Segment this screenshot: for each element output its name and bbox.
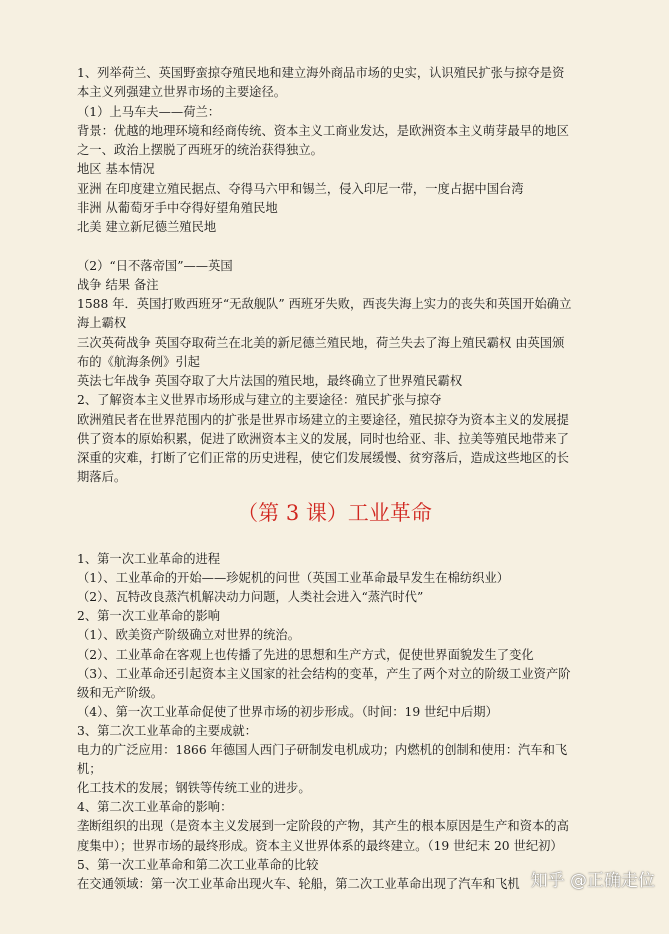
text-line: 背景：优越的地理环境和经商传统、资本主义工商业发达，是欧洲资本主义萌芽最早的地区	[77, 123, 569, 138]
text-line: （1）上马车夫——荷兰：	[77, 104, 221, 119]
text-line: 4、第二次工业革命的影响：	[77, 800, 233, 815]
text-line: （2）“日不落帝国”——英国	[77, 258, 233, 273]
text-line: （3）、工业革命还引起资本主义国家的社会结构的变革，产生了两个对立的阶级工业资产阶	[77, 666, 571, 681]
zhihu-watermark: 知乎 @正确走位	[530, 871, 655, 891]
text-line: 5、第一次工业革命和第二次工业革命的比较	[77, 857, 319, 872]
text-line: 机；	[77, 762, 102, 777]
text-line: 本主义列强建立世界市场的主要途径。	[77, 85, 287, 100]
text-line: 非洲 从葡萄牙手中夺得好望角殖民地	[77, 200, 278, 215]
text-line: （1）、欧美资产阶级确立对世界的统治。	[77, 628, 301, 643]
text-line: 深重的灾难，打断了它们正常的历史进程，使它们发展缓慢、贫穷落后，造成这些地区的长	[77, 451, 569, 465]
text-line: 级和无产阶级。	[77, 685, 164, 700]
text-line: 化工技术的发展；钢铁等传统工业的进步。	[77, 781, 311, 796]
text-line: 地区 基本情况	[77, 162, 155, 177]
text-line: （1）、工业革命的开始——珍妮机的问世（英国工业革命最早发生在棉纺织业）	[77, 571, 510, 586]
text-line: 供了资本的原始积累，促进了欧洲资本主义的发展，同时也给亚、非、拉美等殖民地带来了	[77, 431, 569, 446]
text-line: 1、第一次工业革命的进程	[77, 552, 221, 566]
text-line: 度集中）；世界市场的最终形成。资本主义世界体系的最终建立。（19 世纪末 20 世纪初）	[77, 838, 563, 853]
text-line: 1588 年．英国打败西班牙“无敌舰队” 西班牙失败，西丧失海上实力的丧失和英国开始确立	[77, 297, 572, 311]
text-line: 英法七年战争 英国夺取了大片法国的殖民地，最终确立了世界殖民霸权	[77, 374, 463, 388]
text-line: 三次英荷战争 英国夺取荷兰在北美的新尼德兰殖民地，荷兰失去了海上殖民霸权 由英国颁	[77, 335, 565, 350]
text-line: 2、了解资本主义世界市场形成与建立的主要途径：殖民扩张与掠夺	[77, 393, 442, 408]
text-line: 3、第二次工业革命的主要成就：	[77, 723, 257, 738]
text-line: 期落后。	[77, 470, 127, 485]
text-line: （2）、瓦特改良蒸汽机解决动力问题，人类社会进入“蒸汽时代”	[77, 590, 424, 605]
text-line: 电力的广泛应用：1866 年德国人西门子研制发电机成功；内燃机的创制和使用：汽车和飞	[77, 743, 568, 757]
text-line: 之一、政治上摆脱了西班牙的统治获得独立。	[77, 143, 323, 157]
text-line: 亚洲 在印度建立殖民据点、夺得马六甲和锡兰，侵入印尼一带，一度占据中国台湾	[77, 181, 524, 196]
text-line: 2、第一次工业革命的影响	[77, 609, 221, 624]
text-line: 欧洲殖民者在世界范围内的扩张是世界市场建立的主要途径，殖民掠夺为资本主义的发展提	[77, 412, 569, 427]
text-line: 1、列举荷兰、英国野蛮掠夺殖民地和建立海外商品市场的史实，认识殖民扩张与掠夺是资	[77, 66, 565, 80]
lesson-title: （第 3 课）工业革命	[237, 501, 432, 525]
text-line: （2）、工业革命在客观上也传播了先进的思想和生产方式，促使世界面貌发生了变化	[77, 647, 534, 662]
text-line: 海上霸权	[77, 316, 127, 331]
text-line: 布的《航海条例》引起	[77, 354, 200, 369]
text-line: 战争 结果 备注	[77, 277, 159, 292]
text-line: （4）、第一次工业革命促使了世界市场的初步形成。（时间：19 世纪中后期）	[77, 704, 498, 719]
text-line: 北美 建立新尼德兰殖民地	[77, 220, 217, 234]
text-line: 在交通领域：第一次工业革命出现火车、轮船，第二次工业革命出现了汽车和飞机	[77, 876, 520, 891]
text-line: 垄断组织的出现（是资本主义发展到一定阶段的产物，其产生的根本原因是生产和资本的高	[77, 819, 569, 834]
